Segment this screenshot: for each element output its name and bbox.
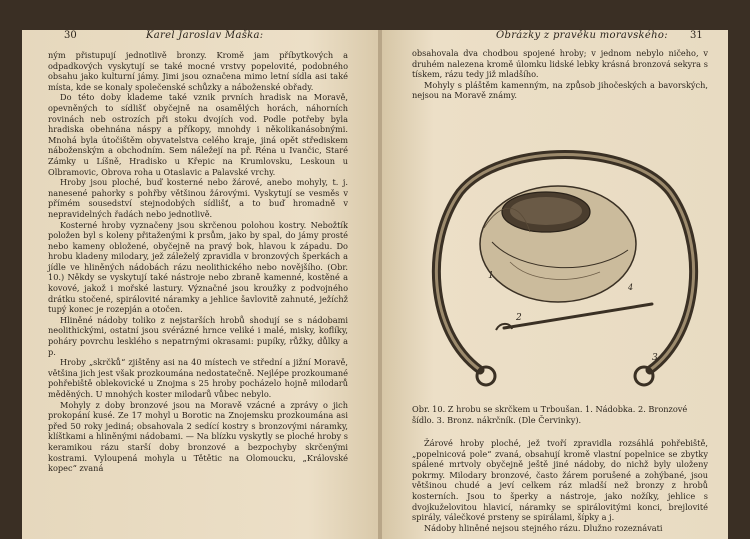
figure-caption: Obr. 10. Z hrobu se skrčkem u Trboušan. 1. Nádobka. 2. Bronzové šídlo. 3. Bronz. nákrčník. (Dle Červinky).	[412, 404, 688, 425]
right-page-body-bottom	[412, 438, 708, 533]
paragraph: Hliněné nádoby toliko z nejstarších hrobů shodují se s nádobami neolithickými, ostatní jsou svérázné hrnce veliké i malé, misky, koflíky, poháry povrchu lesklého s nepatrnými okrasami: pupíky, růžky, důlky a p.	[48, 314, 348, 357]
figure-label-mark: 4	[628, 283, 634, 292]
awl-illustration	[504, 304, 652, 328]
left-running-header: Karel Jaroslav Maška:	[146, 30, 264, 41]
right-running-header: Obrázky z pravěku moravského:	[496, 30, 668, 41]
left-page-number: 30	[64, 30, 77, 41]
figure-label-pin: 2	[516, 313, 522, 323]
paragraph: Hroby „skrčků“ zjištěny asi na 40 místech ve střední a jižní Moravě, většina jich jest však prozkoumána nedostatečně. Nejlépe prozkoumané pohřebiště oblekovické u Znojma s 25 hroby pocházelo hojně milodarů měděných. U mnohých koster milodarů vůbec nebylo.	[48, 357, 348, 399]
paragraph: Nádoby hliněné nejsou stejného rázu. Dlužno rozeznávati	[424, 522, 663, 533]
paragraph: Do této doby klademe také vznik prvních hradisk na Moravě, opevněných to sídlišť obyčejně na osamělých horách, náhorních rovinách neb ostrozích při stoku dvojích vod. Podle potřeby byla hradiska obehnána náspy a příkopy, mnohdy i několikanásobnými. Mnohá byla útočištěm obyvatelstva celého kraje, jiná opět střediskem náboženským a obchodním. Sem náležejí na př. Réna u Ivančic, Staré Zámky u Líšně, Hradisko u Křepic na Krumlovsku, Leskoun u Olbramovic, Obrova roha u Otaslavic a Palavské vrchy.	[48, 92, 348, 177]
right-page-number: 31	[690, 30, 703, 41]
paragraph: obsahovala dva chodbou spojené hroby; v jednom nebylo ničeho, v druhém nalezena kromě úlomku lidské lebky krásná bronzová sekyra s tískem, rázu tedy již mladšího.	[412, 48, 708, 80]
paragraph: Mohyly z doby bronzové jsou na Moravě vzácné a zprávy o jich prokopání kusé. Ze 17 mohyl u Borotic na Znojemsku prozkoumána asi před 50 roky jediná; obsahovala 2 sedící kostry s bronzovými náramky, klíštkami a hliněnými nádobami. — Na blízku vyskytly se ploché hroby s keramikou rázu starší doby bronzové a bezpochyby skrčenými kostrami. Vyloupená mohyla u Tětětic na Olomoucku, „Královské kopec“ zvaná	[48, 399, 348, 474]
paragraph: Kosterné hroby vyznačeny jsou skrčenou polohou kostry. Nebožtík položen byl s koleny přitaženými k prsům, jako by spal, do jámy prosté nebo kameny obložené, obyčejně na pravý bok, hlavou k západu. Do hrobu kladeny milodary, jež záleželý zpravidla v bronzových šperkách a jídle ve hliněných nádobách rázu neolithického nebo novějšího. (Obr. 10.) Někdy se vyskytují také nástroje nebo zbraně kamenné, kostěné a kovové, jakož i mořské lastury. Význačné jsou kroužky z podvojného drátku stočené, spirálovité náramky a jehlice šavlovitě zahnuté, ježíchž tupý konec je rozepján a otočen.	[48, 219, 348, 315]
figure-grave-goods	[420, 132, 710, 394]
figure-label-torc: 3	[652, 353, 658, 363]
paragraph: Žárové hroby ploché, jež tvoří zpravidla rozsáhlá pohřebiště, „popelnicová pole“ zvaná, obsahují kromě vlastní popelnice se zbytky spálené mrtvoly obyčejně ještě jiné nádoby, do nichž byly uloženy pokrmy. Milodary bronzové, často žárem porušené a zohýbané, jsou většinou chudé a jeví celkem ráz mladší než bronzy z hrobů kosterních. Jsou to šperky a nástroje, jako nožíky, jehlice s dvojkuželovitou hlavicí, náramky se spirálovitými konci, brejlovité spirály, válečkové prsteny se spirálami, šípky a j.	[412, 438, 708, 523]
left-page-body	[48, 50, 348, 474]
paragraph: Mohyly s pláštěm kamenným, na způsob jihočeských a bavorských, nejsou na Moravě známy.	[412, 79, 708, 101]
figure-label-vessel: 1	[488, 271, 494, 281]
paragraph: ným přistupují jednotlivě bronzy. Kromě jam příbytkových a odpadkových vyskytují se také mocné vrstvy popelovité, podobného obsahu jako kulturní jámy. Jimi jsou označena mimo letní sídla asi také místa, kde se konaly společenské schůzky a náboženské obřady.	[48, 50, 348, 92]
paragraph: Hroby jsou ploché, buď kosterné nebo žárové, anebo mohyly, t. j. nanesené pahorky s pohřby většinou žárovými. Vyskytují se vesměs v přímém sousedství stejnodobých sídlišť, a to buď hromadně v nepravidelných řadách nebo jednotlivě.	[48, 177, 348, 219]
right-page-body-top	[412, 48, 708, 101]
